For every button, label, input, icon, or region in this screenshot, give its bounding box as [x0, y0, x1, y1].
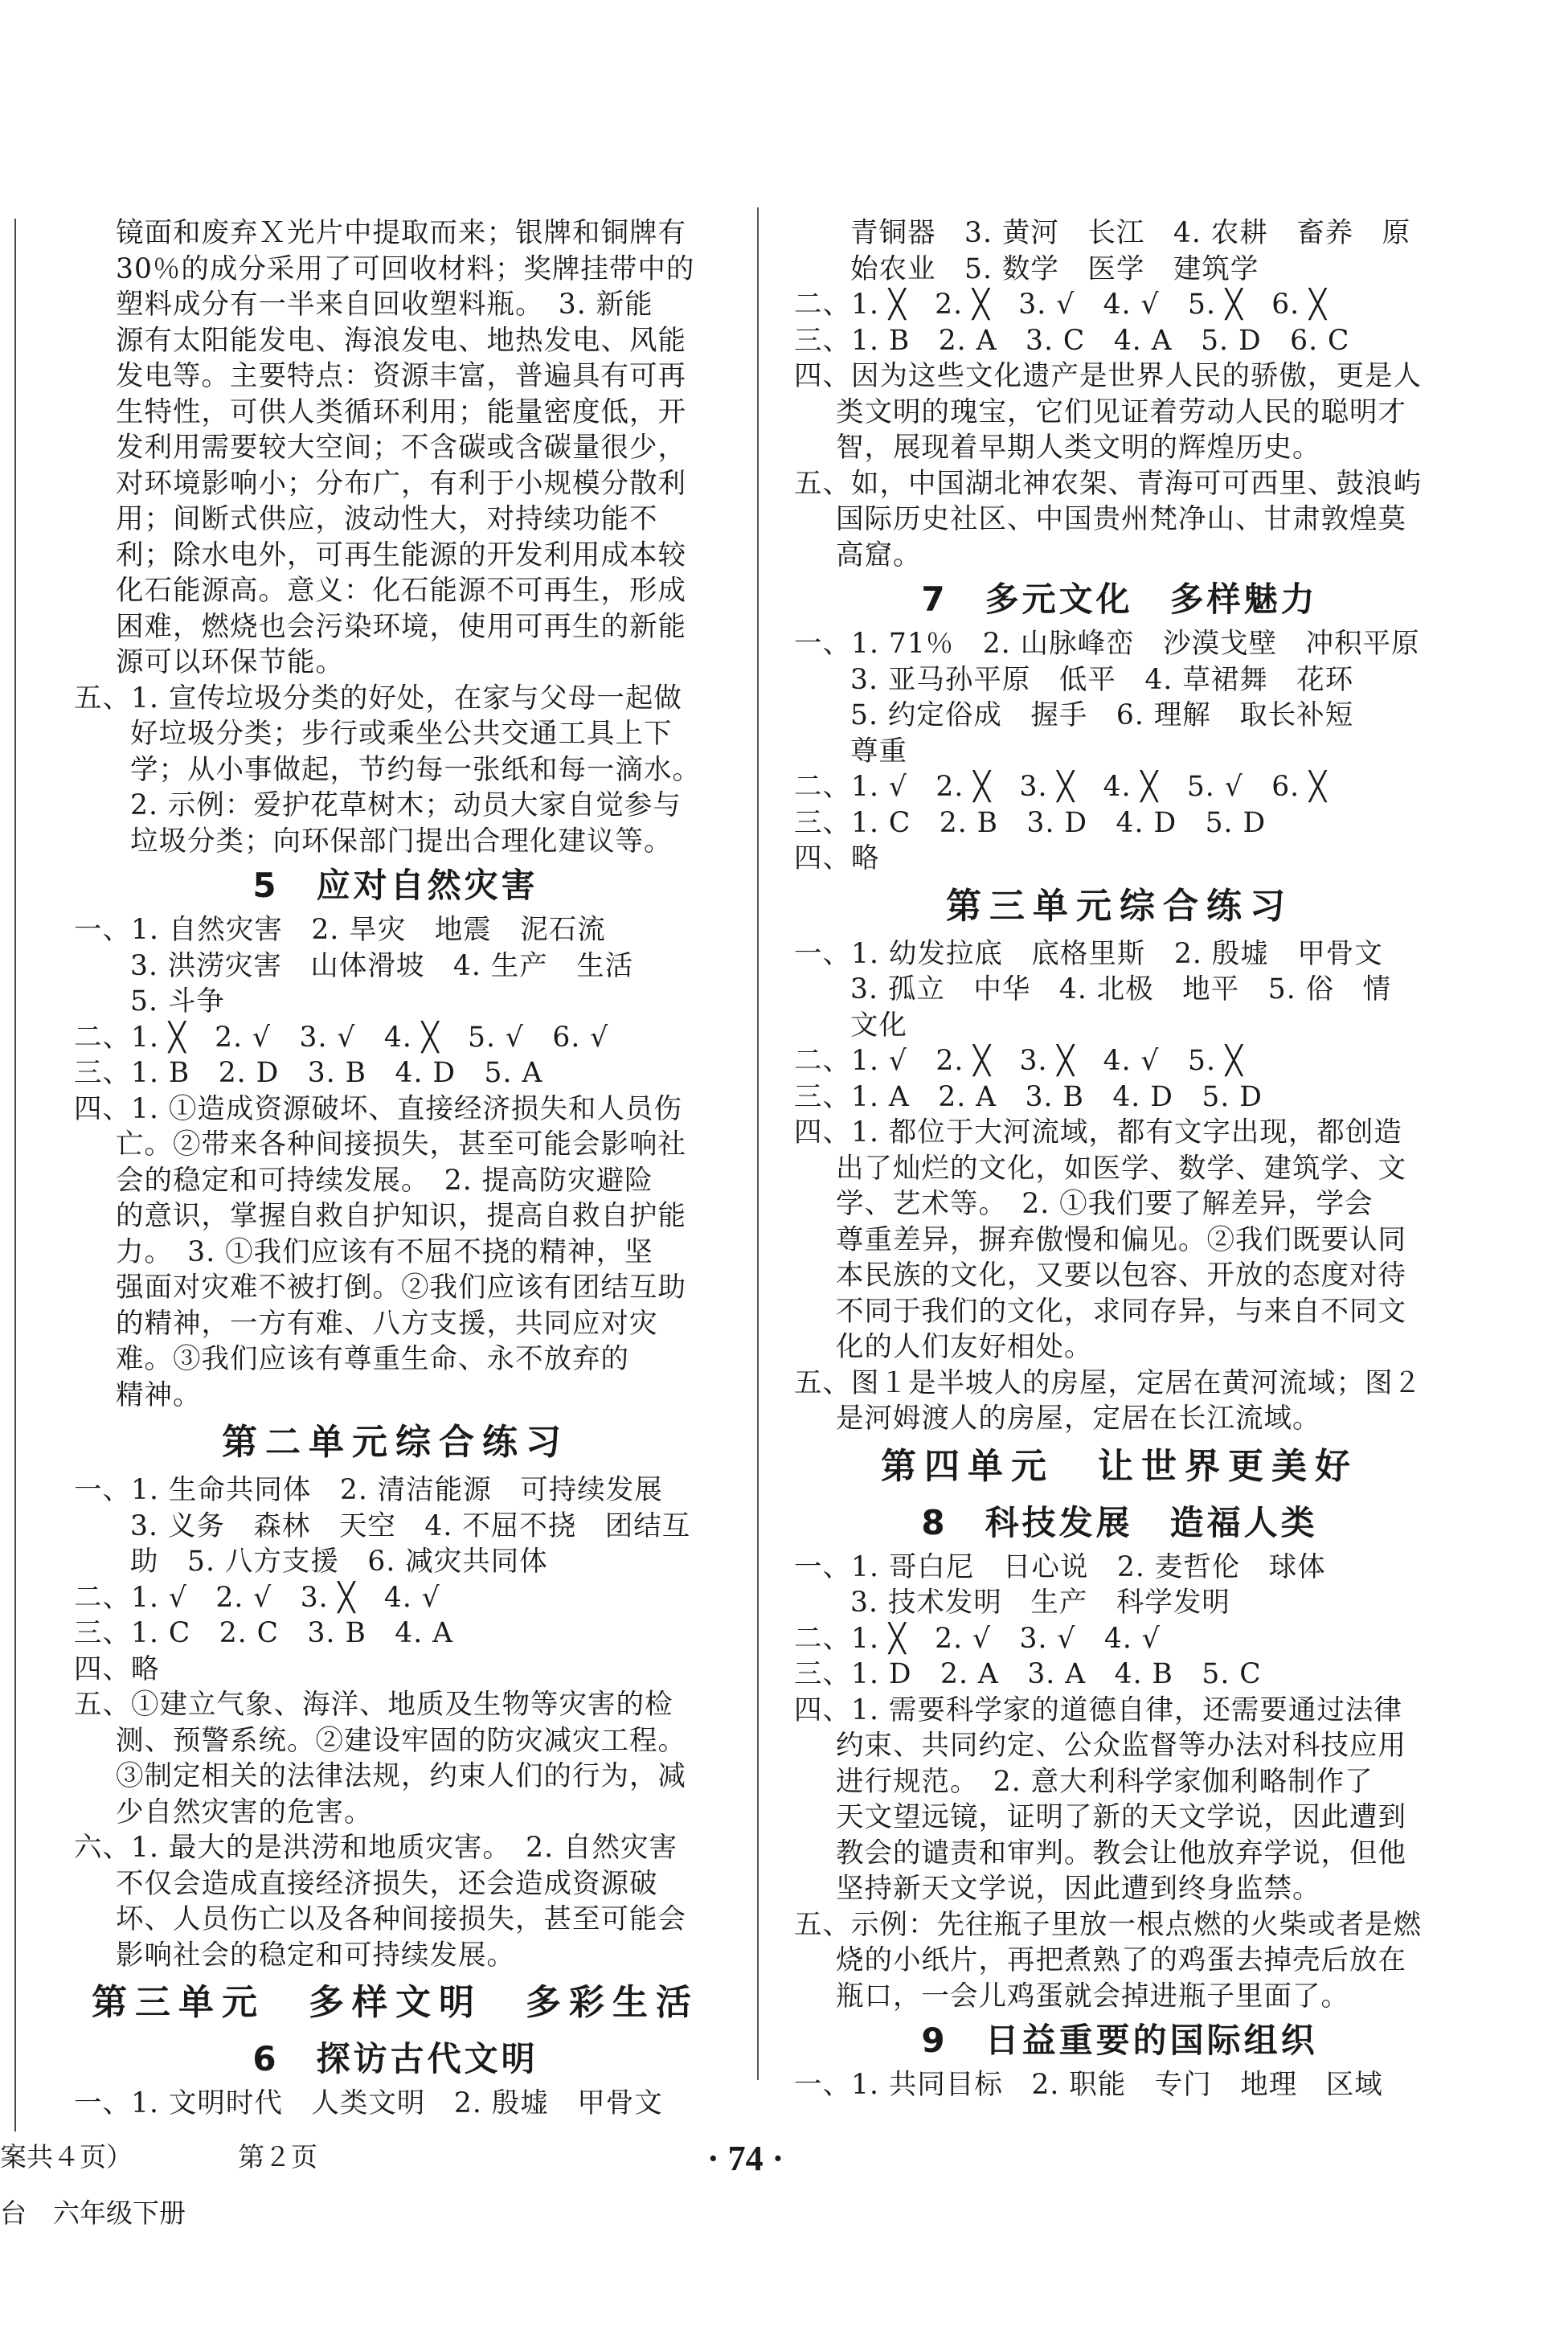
answer-line: 五、如，中国湖北神农架、青海可可西里、鼓浪屿 [794, 467, 1422, 500]
answer-line: 类文明的瑰宝，它们见证着劳动人民的聪明才 [836, 395, 1406, 428]
answer-line: 本民族的文化，又要以包容、开放的态度对待 [836, 1259, 1406, 1292]
answer-line: 学；从小事做起，节约每一张纸和每一滴水。 [130, 753, 701, 786]
section-heading: 5 应对自然灾害 [252, 866, 538, 905]
answer-line: 一、1. 共同目标 2. 职能 专门 地理 区域 [794, 2069, 1383, 2101]
answer-line: 始农业 5. 数学 医学 建筑学 [850, 252, 1259, 285]
answer-line: 化石能源高。意义：化石能源不可再生，形成 [116, 575, 686, 607]
answer-line: 会的稳定和可持续发展。 2. 提高防灾避险 [116, 1164, 653, 1197]
answer-line: 出了灿烂的文化，如医学、数学、建筑学、文 [836, 1152, 1406, 1185]
answer-line: 三、1. B 2. A 3. C 4. A 5. D 6. C [794, 324, 1350, 357]
section-heading: 9 日益重要的国际组织 [921, 2021, 1318, 2060]
answer-line: 发利用需要较大空间；不含碳或含碳量很少， [116, 432, 686, 464]
section-heading: 第四单元 让世界更美好 [881, 1445, 1358, 1487]
answer-line: 高窟。 [836, 539, 922, 571]
answer-line: 利；除水电外，可再生能源的开发利用成本较 [116, 539, 686, 571]
answer-line: 三、1. D 2. A 3. A 4. B 5. C [794, 1658, 1262, 1690]
answer-line: 尊重差异，摒弃傲慢和偏见。②我们既要认同 [836, 1223, 1406, 1256]
answer-line: 四、略 [794, 842, 880, 874]
answer-line: 3. 孤立 中华 4. 北极 地平 5. 俗 情 [850, 973, 1392, 1005]
answer-line: 天文望远镜，证明了新的天文学说，因此遭到 [836, 1801, 1406, 1833]
answer-line: 五、1. 宣传垃圾分类的好处，在家与父母一起做 [74, 682, 682, 715]
answer-line: 坚持新天文学说，因此遭到终身监禁。 [836, 1873, 1321, 1905]
answer-line: 四、因为这些文化遗产是世界人民的骄傲，更是人 [794, 360, 1422, 392]
answer-line: 国际历史社区、中国贵州梵净山、甘肃敦煌莫 [836, 503, 1406, 535]
answer-line: 二、1. √ 2. ╳ 3. ╳ 4. √ 5. ╳ [794, 1045, 1243, 1077]
answer-line: 化的人们友好相处。 [836, 1331, 1093, 1363]
answer-line: 强面对灾难不被打倒。②我们应该有团结互助 [116, 1272, 686, 1304]
answer-line: 镜面和废弃Ｘ光片中提取而来；银牌和铜牌有 [116, 217, 686, 249]
answer-line: 难。③我们应该有尊重生命、永不放弃的 [116, 1343, 629, 1375]
answer-line: 一、1. 幼发拉底 底格里斯 2. 殷墟 甲骨文 [794, 937, 1383, 970]
left-margin-rule [14, 219, 16, 2131]
answer-line: 五、示例：先往瓶子里放一根点燃的火柴或者是燃 [794, 1908, 1422, 1941]
answer-line: 一、1. 哥白尼 日心说 2. 麦哲伦 球体 [794, 1550, 1326, 1583]
answer-line: 的精神，一方有难、八方支援，共同应对灾 [116, 1307, 658, 1340]
answer-line: 四、1. ①造成资源破坏、直接经济损失和人员伤 [74, 1092, 682, 1125]
answer-line: 三、1. A 2. A 3. B 4. D 5. D [794, 1080, 1263, 1113]
answer-line: 垃圾分类；向环保部门提出合理化建议等。 [130, 825, 673, 858]
answer-line: 三、1. C 2. C 3. B 4. A [74, 1617, 454, 1649]
answer-line: 进行规范。 2. 意大利科学家伽利略制作了 [836, 1765, 1374, 1798]
answer-line: 二、1. √ 2. √ 3. ╳ 4. √ [74, 1581, 440, 1614]
answer-line: 困难，燃烧也会污染环境，使用可再生的新能 [116, 610, 686, 643]
answer-line: 发电等。主要特点：资源丰富，普遍具有可再 [116, 360, 686, 392]
answer-line: 5. 斗争 [130, 985, 225, 1018]
right-column [794, 215, 1445, 2103]
answer-line: 一、1. 生命共同体 2. 清洁能源 可持续发展 [74, 1474, 663, 1506]
section-heading: 7 多元文化 多样魅力 [921, 579, 1318, 619]
answer-line: 对环境影响小；分布广，有利于小规模分散利 [116, 467, 686, 500]
left-column [74, 215, 717, 2122]
answer-line: 青铜器 3. 黄河 长江 4. 农耕 畜养 原 [850, 217, 1411, 249]
answer-line: 一、1. 71％ 2. 山脉峰峦 沙漠戈壁 冲积平原 [794, 628, 1420, 660]
answer-line: 二、1. ╳ 2. ╳ 3. √ 4. √ 5. ╳ 6. ╳ [794, 289, 1327, 321]
answer-line: 源可以环保节能。 [116, 646, 344, 678]
section-heading: 第二单元综合练习 [222, 1422, 569, 1463]
answer-line: 三、1. B 2. D 3. B 4. D 5. A [74, 1057, 543, 1089]
answer-line: 是河姆渡人的房屋，定居在长江流域。 [836, 1403, 1321, 1435]
answer-line: 三、1. C 2. B 3. D 4. D 5. D [794, 806, 1267, 839]
answer-line: 烧的小纸片，再把煮熟了的鸡蛋去掉壳后放在 [836, 1944, 1406, 1976]
answer-line: 精神。 [116, 1378, 202, 1411]
answer-line: 尊重 [850, 735, 907, 768]
answer-line: 塑料成分有一半来自回收塑料瓶。 3. 新能 [116, 289, 653, 321]
page-number: · 74 · [707, 2139, 784, 2178]
answer-line: 五、①建立气象、海洋、地质及生物等灾害的检 [74, 1689, 673, 1721]
answer-line: 5. 约定俗成 握手 6. 理解 取长补短 [850, 699, 1354, 731]
answer-line: 五、图１是半坡人的房屋，定居在黄河流域；图２ [794, 1366, 1422, 1399]
answer-line: 3. 亚马孙平原 低平 4. 草裙舞 花环 [850, 663, 1354, 696]
section-heading: 6 探访古代文明 [252, 2039, 538, 2078]
answer-line: 亡。②带来各种间接损失，甚至可能会影响社 [116, 1128, 686, 1161]
answer-line: 30％的成分采用了可回收材料；奖牌挂带中的 [116, 252, 695, 285]
answer-line: 力。 3. ①我们应该有不屈不挠的精神，坚 [116, 1235, 653, 1268]
footer-grade: 台 六年级下册 [0, 2197, 186, 2229]
answer-line: 不仅会造成直接经济损失，还会造成资源破 [116, 1867, 658, 1900]
answer-line: 3. 洪涝灾害 山体滑坡 4. 生产 生活 [130, 949, 634, 982]
answer-line: 2. 示例：爱护花草树木；动员大家自觉参与 [130, 789, 682, 821]
answer-line: 约束、共同约定、公众监督等办法对科技应用 [836, 1730, 1406, 1762]
answer-line: 源有太阳能发电、海浪发电、地热发电、风能 [116, 324, 686, 357]
answer-line: 瓶口，一会儿鸡蛋就会掉进瓶子里面了。 [836, 1980, 1349, 2013]
answer-line: 的意识，掌握自救自护知识，提高自救自护能 [116, 1200, 686, 1232]
answer-line: ③制定相关的法律法规，约束人们的行为，减 [116, 1760, 686, 1792]
answer-line: 二、1. ╳ 2. √ 3. √ 4. √ [794, 1622, 1161, 1655]
answer-line: 学、艺术等。 2. ①我们要了解差异，学会 [836, 1188, 1374, 1220]
answer-line: 3. 义务 森林 天空 4. 不屈不挠 团结互 [130, 1509, 691, 1542]
answer-line: 3. 技术发明 生产 科学发明 [850, 1587, 1230, 1619]
footer-page-label: 第２页 [238, 2141, 317, 2172]
answer-line: 不同于我们的文化，求同存异，与来自不同文 [836, 1295, 1406, 1328]
answer-line: 四、1. 需要科学家的道德自律，还需要通过法律 [794, 1693, 1402, 1726]
answer-line: 二、1. √ 2. ╳ 3. ╳ 4. ╳ 5. √ 6. ╳ [794, 771, 1327, 803]
answer-line: 四、略 [74, 1652, 160, 1685]
answer-line: 测、预警系统。②建设牢固的防灾减灾工程。 [116, 1724, 686, 1757]
column-divider [757, 207, 759, 2080]
answer-line: 一、1. 自然灾害 2. 旱灾 地震 泥石流 [74, 914, 606, 946]
answer-line: 用；间断式供应，波动性大，对持续功能不 [116, 503, 658, 535]
answer-line: 好垃圾分类；步行或乘坐公共交通工具上下 [130, 718, 673, 750]
footer-answer-note: 案共４页） [0, 2141, 133, 2172]
answer-line: 影响社会的稳定和可持续发展。 [116, 1939, 515, 1972]
answer-line: 智，展现着早期人类文明的辉煌历史。 [836, 432, 1321, 464]
answer-line: 二、1. ╳ 2. √ 3. √ 4. ╳ 5. √ 6. √ [74, 1021, 609, 1054]
answer-line: 坏、人员伤亡以及各种间接损失，甚至可能会 [116, 1903, 686, 1935]
answer-line: 六、1. 最大的是洪涝和地质灾害。 2. 自然灾害 [74, 1832, 678, 1864]
answer-line: 教会的谴责和审判。教会让他放弃学说，但他 [836, 1837, 1406, 1869]
answer-line: 一、1. 文明时代 人类文明 2. 殷墟 甲骨文 [74, 2087, 663, 2119]
answer-line: 少自然灾害的危害。 [116, 1796, 373, 1828]
answer-line: 助 5. 八方支援 6. 减灾共同体 [130, 1546, 548, 1578]
answer-line: 生特性，可供人类循环利用；能量密度低，开 [116, 395, 686, 428]
section-heading: 8 科技发展 造福人类 [921, 1502, 1318, 1542]
answer-line: 文化 [850, 1009, 907, 1042]
answer-line: 四、1. 都位于大河流域，都有文字出现，都创造 [794, 1116, 1402, 1149]
section-heading: 第三单元 多样文明 多彩生活 [92, 1982, 699, 2023]
section-heading: 第三单元综合练习 [946, 885, 1293, 927]
